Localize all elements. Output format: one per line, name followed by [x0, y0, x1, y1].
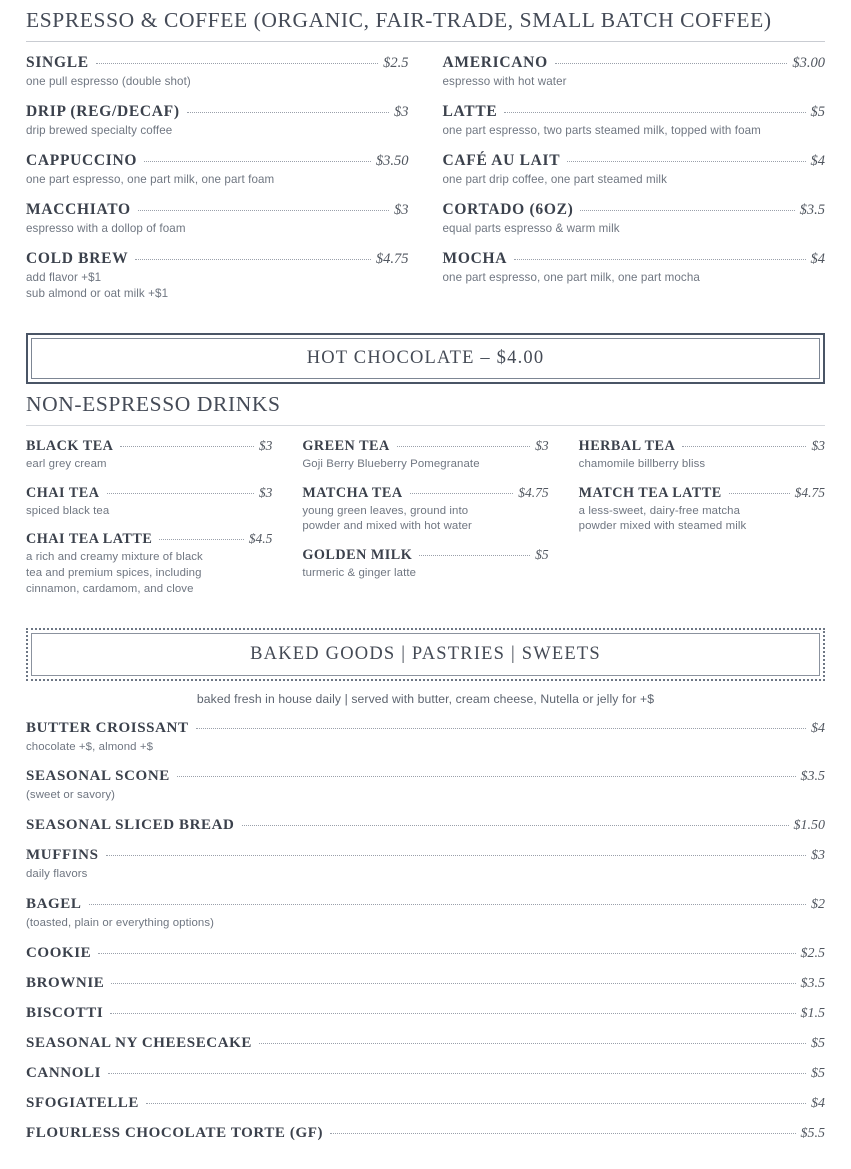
- espresso-column-left: [26, 54, 409, 315]
- espresso-column-right: [443, 54, 826, 315]
- menu-item-price: $2: [811, 896, 825, 912]
- menu-item-line: [443, 250, 826, 268]
- menu-item-line: [443, 201, 826, 219]
- menu-item-price: $4.75: [375, 250, 409, 267]
- baked-goods-banner-text: BAKED GOODS | PASTRIES | SWEETS: [250, 643, 601, 664]
- bottom-spacer: [26, 1155, 825, 1169]
- leader-dots: [177, 776, 796, 777]
- menu-item-description: spiced black tea: [26, 504, 110, 517]
- menu-item-line: [26, 250, 409, 268]
- tea-column-2: [302, 438, 548, 610]
- menu-item-price: $1.5: [800, 1005, 825, 1021]
- menu-item-line: [26, 201, 409, 219]
- menu-item-name: BISCOTTI: [26, 1004, 104, 1021]
- leader-dots: [259, 1043, 806, 1044]
- menu-item-description: espresso with hot water: [442, 75, 567, 88]
- menu-item-description: one pull espresso (double shot): [26, 75, 191, 88]
- menu-item-price: $3: [394, 201, 409, 218]
- menu-item-price: $3.50: [375, 152, 409, 169]
- menu-item: [579, 485, 825, 535]
- menu-item-description: a rich and creamy mixture of black tea and premium spices, including cinnamon, cardamom, and clove: [26, 551, 203, 595]
- leader-dots: [729, 493, 790, 494]
- menu-item: [26, 896, 825, 932]
- menu-item-name: CAFÉ AU LAIT: [442, 151, 561, 169]
- leader-dots: [111, 983, 795, 984]
- menu-item-name: MATCHA TEA: [302, 484, 403, 501]
- menu-item-line: [443, 103, 826, 121]
- menu-item-name: BROWNIE: [26, 974, 105, 991]
- leader-dots: [108, 1073, 806, 1074]
- menu-item-name: SFOGIATELLE: [26, 1094, 140, 1111]
- leader-dots: [120, 446, 253, 447]
- leader-dots: [504, 112, 805, 113]
- leader-dots: [96, 63, 378, 64]
- menu-item-price: $4: [811, 720, 825, 736]
- menu-item: [26, 152, 409, 188]
- menu-item-price: $3.5: [799, 201, 825, 218]
- menu-item-line: [26, 847, 825, 864]
- menu-item: [26, 1095, 825, 1112]
- menu-item-name: COLD BREW: [26, 249, 129, 267]
- menu-item-price: $3.00: [792, 55, 825, 71]
- leader-dots: [514, 259, 805, 260]
- leader-dots: [144, 161, 371, 162]
- menu-item-name: LATTE: [442, 102, 498, 120]
- menu-item: [26, 250, 409, 302]
- leader-dots: [196, 728, 806, 729]
- hot-chocolate-banner: [26, 333, 825, 384]
- menu-item-line: [26, 945, 825, 962]
- menu-item-line: [26, 1035, 825, 1052]
- menu-item-name: SEASONAL SCONE: [26, 768, 170, 785]
- menu-item: [26, 485, 272, 520]
- menu-item-description: young green leaves, ground into powder and mixed with hot water: [302, 504, 472, 533]
- menu-item-price: $2.5: [800, 945, 825, 961]
- menu-item-price: $3: [535, 437, 549, 453]
- menu-item-price: $3: [258, 484, 273, 500]
- menu-item-line: [26, 531, 272, 548]
- tea-column-3: [579, 438, 825, 610]
- menu-item-line: [302, 485, 548, 502]
- menu-item-line: [26, 54, 409, 72]
- baked-goods-banner: [26, 628, 825, 681]
- menu-item-name: COOKIE: [26, 944, 92, 961]
- menu-item: [443, 54, 826, 90]
- leader-dots: [682, 446, 806, 447]
- menu-item-price: $5: [535, 547, 549, 563]
- menu-item-name: MOCHA: [442, 249, 508, 267]
- menu-item-line: [443, 152, 826, 170]
- menu-item-line: [26, 1125, 825, 1142]
- menu-item-line: [26, 438, 272, 455]
- menu-item-name: MATCH TEA LATTE: [578, 484, 722, 501]
- section-espresso-coffee: [26, 0, 825, 315]
- menu-item-line: [26, 1005, 825, 1022]
- menu-item-price: $3: [811, 437, 825, 453]
- menu-item-price: $3: [811, 848, 825, 864]
- menu-item: [26, 768, 825, 804]
- menu-item-description: (toasted, plain or everything options): [26, 916, 215, 929]
- menu-item-price: $4: [810, 152, 825, 169]
- espresso-columns: [26, 42, 825, 315]
- leader-dots: [580, 210, 794, 211]
- hot-chocolate-banner-inner: [31, 338, 820, 379]
- menu-item-name: GREEN TEA: [302, 437, 390, 454]
- menu-item-name: BLACK TEA: [26, 437, 114, 454]
- menu-item-price: $4.75: [518, 484, 549, 500]
- menu-item-description: one part drip coffee, one part steamed milk: [442, 172, 667, 186]
- menu-item-price: $5: [811, 1035, 825, 1051]
- menu-item: [579, 438, 825, 473]
- menu-item-price: $4.5: [248, 531, 273, 547]
- menu-item-name: BAGEL: [26, 895, 82, 912]
- leader-dots: [187, 112, 389, 113]
- menu-item-name: MUFFINS: [26, 847, 99, 864]
- menu-item-description: chamomile billberry bliss: [578, 457, 706, 470]
- menu-item-price: $5: [811, 1065, 825, 1081]
- menu-item-description: equal parts espresso & warm milk: [442, 221, 620, 235]
- menu-item: [302, 547, 548, 582]
- menu-item-price: $5.5: [800, 1125, 825, 1141]
- menu-item-name: HERBAL TEA: [578, 437, 676, 454]
- menu-item-price: $3.5: [800, 975, 825, 991]
- menu-item-description: one part espresso, two parts steamed milk, topped with foam: [442, 123, 761, 137]
- section-title-espresso: ESPRESSO & COFFEE (ORGANIC, FAIR-TRADE, SMALL BATCH COFFEE): [26, 8, 772, 32]
- menu-item-price: $4: [810, 250, 825, 267]
- menu-item: [443, 201, 826, 237]
- menu-item: [26, 201, 409, 237]
- menu-item: [26, 1005, 825, 1022]
- leader-dots: [410, 493, 514, 494]
- menu-item: [302, 438, 548, 473]
- menu-item-price: $5: [810, 103, 825, 120]
- leader-dots: [567, 161, 805, 162]
- leader-dots: [146, 1103, 806, 1104]
- menu-item-name: GOLDEN MILK: [302, 547, 413, 564]
- menu-item-price: $2.5: [383, 55, 409, 71]
- menu-item-description: a less-sweet, dairy-free matcha powder mixed with steamed milk: [578, 504, 747, 533]
- section-title-non-espresso: NON-ESPRESSO DRINKS: [26, 391, 281, 416]
- menu-item: [26, 1035, 825, 1052]
- menu-item: [26, 847, 825, 883]
- menu-item-name: SEASONAL SLICED BREAD: [26, 817, 235, 834]
- tea-column-1: [26, 438, 272, 610]
- menu-item-price: $1.50: [793, 818, 825, 834]
- menu-item-line: [579, 485, 825, 502]
- leader-dots: [330, 1133, 795, 1134]
- leader-dots: [159, 539, 243, 540]
- menu-item-line: [26, 768, 825, 785]
- menu-item: [26, 1065, 825, 1082]
- menu-item: [26, 438, 272, 473]
- menu-item: [26, 103, 409, 139]
- leader-dots: [107, 493, 254, 494]
- menu-item: [26, 1125, 825, 1142]
- baked-goods-banner-inner: [31, 633, 820, 676]
- menu-item-description: one part espresso, one part milk, one part mocha: [442, 270, 700, 284]
- menu-item-description: espresso with a dollop of foam: [26, 221, 186, 235]
- leader-dots: [98, 953, 795, 954]
- menu-item: [26, 817, 825, 834]
- menu-item-name: AMERICANO: [442, 54, 548, 71]
- menu-item: [26, 54, 409, 90]
- tea-columns: [26, 426, 825, 610]
- menu-item: [302, 485, 548, 535]
- leader-dots: [555, 63, 788, 64]
- menu-item-line: [26, 975, 825, 992]
- section-non-espresso: [26, 384, 825, 610]
- menu-item-line: [26, 485, 272, 502]
- hot-chocolate-banner-text: HOT CHOCOLATE – $4.00: [306, 347, 545, 368]
- menu-item: [26, 945, 825, 962]
- menu-item-description: chocolate +$, almond +$: [26, 740, 154, 753]
- menu-item: [26, 531, 272, 597]
- menu-item-name: SEASONAL NY CHEESECAKE: [26, 1034, 253, 1051]
- menu-item-line: [26, 896, 825, 913]
- menu-item: [443, 250, 826, 286]
- menu-item-description: add flavor +$1 sub almond or oat milk +$1: [26, 270, 169, 300]
- menu-item-description: one part espresso, one part milk, one part foam: [26, 172, 275, 186]
- menu-item-line: [26, 103, 409, 121]
- menu-item-name: CANNOLI: [26, 1064, 102, 1081]
- menu-item-price: $3.5: [800, 769, 825, 785]
- menu-item-line: [26, 720, 825, 737]
- menu-item-name: MACCHIATO: [26, 200, 131, 218]
- leader-dots: [110, 1013, 795, 1014]
- menu-item-name: SINGLE: [26, 54, 89, 71]
- menu-item-description: turmeric & ginger latte: [302, 567, 417, 580]
- leader-dots: [242, 825, 789, 826]
- menu-item-description: Goji Berry Blueberry Pomegranate: [302, 457, 480, 470]
- menu-item-price: $4.75: [794, 484, 825, 500]
- menu-item-line: [26, 1095, 825, 1112]
- menu-item-description: earl grey cream: [26, 457, 107, 470]
- menu-item-line: [26, 152, 409, 170]
- leader-dots: [89, 904, 806, 905]
- menu-item: [26, 720, 825, 756]
- menu-item-price: $3: [258, 437, 273, 453]
- menu-item-line: [302, 547, 548, 564]
- menu-item: [443, 103, 826, 139]
- menu-item-name: CORTADO (6OZ): [442, 200, 574, 218]
- baked-goods-list: [26, 706, 825, 1142]
- menu-item-description: (sweet or savory): [26, 789, 116, 802]
- leader-dots: [397, 446, 530, 447]
- menu-item-name: CHAI TEA: [26, 484, 100, 501]
- leader-dots: [135, 259, 371, 260]
- menu-item-name: BUTTER CROISSANT: [26, 719, 189, 736]
- baked-goods-subtitle: baked fresh in house daily | served with butter, cream cheese, Nutella or jelly for +$: [196, 691, 655, 706]
- menu-item-price: $3: [394, 103, 409, 120]
- menu-item-line: [443, 54, 826, 72]
- menu-item-name: CAPPUCCINO: [26, 151, 138, 169]
- menu-item-description: daily flavors: [26, 868, 88, 881]
- leader-dots: [419, 555, 530, 556]
- menu-item: [26, 975, 825, 992]
- menu-item-line: [26, 1065, 825, 1082]
- menu-item-price: $4: [811, 1095, 825, 1111]
- menu-item-description: drip brewed specialty coffee: [26, 123, 173, 137]
- menu-item-name: CHAI TEA LATTE: [26, 531, 153, 548]
- menu-item: [443, 152, 826, 188]
- menu-item-name: DRIP (REG/DECAF): [26, 102, 180, 120]
- menu-item-line: [579, 438, 825, 455]
- menu-item-line: [302, 438, 548, 455]
- leader-dots: [106, 855, 806, 856]
- menu-item-line: [26, 817, 825, 834]
- menu-item-name: FLOURLESS CHOCOLATE TORTE (GF): [26, 1124, 324, 1141]
- leader-dots: [138, 210, 389, 211]
